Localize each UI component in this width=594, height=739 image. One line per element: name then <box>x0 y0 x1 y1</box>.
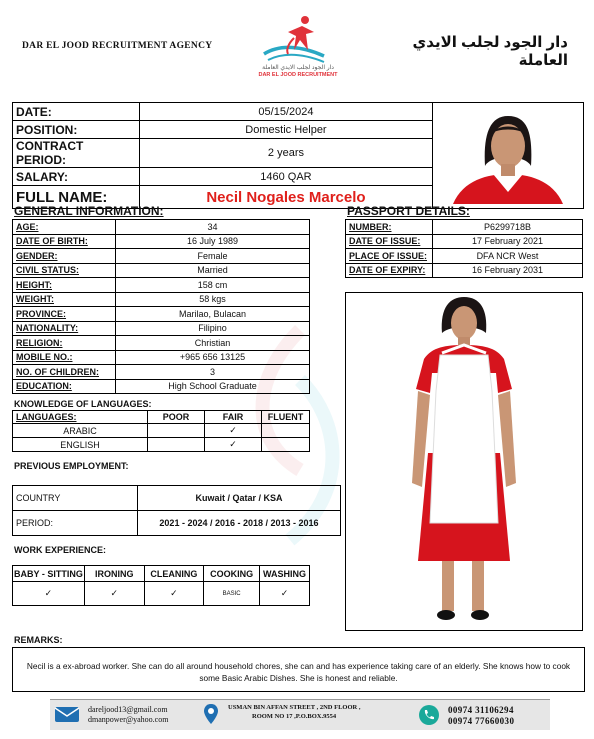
footer-address-2: ROOM NO 17 ,P.O.BOX.9554 <box>252 713 337 720</box>
passport-value: 16 February 2031 <box>433 263 583 278</box>
footer-email-1: dareljood13@gmail.com <box>88 705 168 714</box>
general-info-row <box>13 220 310 235</box>
portrait-photo <box>433 108 583 204</box>
agency-name-en: DAR EL JOOD RECRUITMENT AGENCY <box>22 41 213 51</box>
country-label: COUNTRY <box>13 486 138 511</box>
skill-header-babysitting: BABY - SITTING <box>13 566 85 582</box>
passport-label: DATE OF ISSUE: <box>346 234 433 249</box>
position-value: Domestic Helper <box>139 121 432 139</box>
work-experience-table <box>12 565 310 606</box>
top-info-table <box>12 102 584 209</box>
agency-name-ar: دار الجود لجلب الايدي العاملة <box>412 34 568 69</box>
remarks-title: REMARKS: <box>14 635 63 645</box>
general-info-label: GENDER: <box>13 249 116 264</box>
salary-label: SALARY: <box>13 168 140 186</box>
general-info-label: CIVIL STATUS: <box>13 263 116 278</box>
general-info-row <box>13 307 310 322</box>
period-value: 2021 - 2024 / 2016 - 2018 / 2013 - 2016 <box>138 511 341 536</box>
location-pin-icon <box>203 703 219 725</box>
passport-value: DFA NCR West <box>433 249 583 264</box>
country-value: Kuwait / Qatar / KSA <box>138 486 341 511</box>
full-name-value: Necil Nogales Marcelo <box>139 186 432 209</box>
passport-value: 17 February 2021 <box>433 234 583 249</box>
passport-value: P6299718B <box>433 220 583 235</box>
languages-header-name: LANGUAGES: <box>13 411 148 424</box>
general-info-value: +965 656 13125 <box>116 350 310 365</box>
general-info-row <box>13 350 310 365</box>
position-label: POSITION: <box>13 121 140 139</box>
skill-babysitting-check: ✓ <box>13 582 85 606</box>
passport-title: PASSPORT DETAILS: <box>347 204 470 218</box>
skill-washing-check: ✓ <box>259 582 309 606</box>
general-info-row <box>13 249 310 264</box>
general-info-row <box>13 263 310 278</box>
salary-value: 1460 QAR <box>139 168 432 186</box>
general-info-value: 158 cm <box>116 278 310 293</box>
arabic-fair-check: ✓ <box>205 424 262 438</box>
skill-ironing-check: ✓ <box>84 582 144 606</box>
english-poor <box>148 438 205 452</box>
passport-label: PLACE OF ISSUE: <box>346 249 433 264</box>
date-label: DATE: <box>13 103 140 121</box>
general-info-value: 16 July 1989 <box>116 234 310 249</box>
skill-cleaning-check: ✓ <box>144 582 204 606</box>
full-body-photo <box>345 292 583 631</box>
arabic-fluent <box>262 424 310 438</box>
remarks-box <box>12 647 585 692</box>
general-info-row <box>13 379 310 394</box>
general-info-title: GENERAL INFORMATION: <box>14 204 164 218</box>
general-info-label: NO. OF CHILDREN: <box>13 365 116 380</box>
email-icon <box>54 704 80 724</box>
passport-label: DATE OF EXPIRY: <box>346 263 433 278</box>
general-info-value: High School Graduate <box>116 379 310 394</box>
passport-row <box>346 220 583 235</box>
footer-address-1: USMAN BIN AFFAN STREET , 2ND FLOOR , <box>228 704 361 711</box>
date-value: 05/15/2024 <box>139 103 432 121</box>
footer-phone-2: 00974 77660030 <box>448 716 515 726</box>
contract-period-value: 2 years <box>139 139 432 168</box>
general-info-label: WEIGHT: <box>13 292 116 307</box>
previous-employment-table <box>12 485 341 536</box>
skill-header-cleaning: CLEANING <box>144 566 204 582</box>
general-info-label: AGE: <box>13 220 116 235</box>
general-info-row <box>13 336 310 351</box>
general-info-value: Marilao, Bulacan <box>116 307 310 322</box>
languages-header-poor: POOR <box>148 411 205 424</box>
agency-logo <box>258 10 338 82</box>
arabic-poor <box>148 424 205 438</box>
languages-header-fluent: FLUENT <box>262 411 310 424</box>
passport-row <box>346 263 583 278</box>
language-arabic: ARABIC <box>13 424 148 438</box>
general-info-value: 34 <box>116 220 310 235</box>
skill-header-ironing: IRONING <box>84 566 144 582</box>
general-info-label: DATE OF BIRTH: <box>13 234 116 249</box>
passport-label: NUMBER: <box>346 220 433 235</box>
previous-employment-title: PREVIOUS EMPLOYMENT: <box>14 461 129 471</box>
languages-title: KNOWLEDGE OF LANGUAGES: <box>14 399 152 409</box>
english-fair-check: ✓ <box>205 438 262 452</box>
general-info-row <box>13 278 310 293</box>
contract-period-label: CONTRACT PERIOD: <box>13 139 140 168</box>
work-experience-title: WORK EXPERIENCE: <box>14 545 107 555</box>
general-info-label: NATIONALITY: <box>13 321 116 336</box>
general-info-label: PROVINCE: <box>13 307 116 322</box>
general-info-label: HEIGHT: <box>13 278 116 293</box>
general-info-row <box>13 292 310 307</box>
footer-phone-1: 00974 31106294 <box>448 705 514 715</box>
logo-text-ar: دار الجود لجلب الايدي العاملة <box>262 65 334 71</box>
language-english: ENGLISH <box>13 438 148 452</box>
general-info-table <box>12 219 310 394</box>
full-name-label: FULL NAME: <box>13 186 140 209</box>
skill-header-cooking: COOKING <box>204 566 260 582</box>
phone-icon <box>418 704 440 726</box>
portrait-cell <box>432 103 583 209</box>
remarks-text: Necil is a ex-abroad worker. She can do all around household chores, she can and has experience taking care of an elderly. She knows how to cook some Basic Arabic Dishes. She is honest and reliable. <box>26 661 571 683</box>
general-info-value: Christian <box>116 336 310 351</box>
general-info-value: Married <box>116 263 310 278</box>
logo-icon <box>258 10 338 66</box>
general-info-value: 58 kgs <box>116 292 310 307</box>
general-info-row <box>13 234 310 249</box>
languages-table <box>12 410 310 452</box>
general-info-label: MOBILE NO.: <box>13 350 116 365</box>
footer-email-2: dmanpower@yahoo.com <box>88 715 169 724</box>
passport-table <box>345 219 583 278</box>
general-info-label: RELIGION: <box>13 336 116 351</box>
skill-header-washing: WASHING <box>259 566 309 582</box>
period-label: PERIOD: <box>13 511 138 536</box>
general-info-value: Female <box>116 249 310 264</box>
general-info-label: EDUCATION: <box>13 379 116 394</box>
languages-header-fair: FAIR <box>205 411 262 424</box>
general-info-value: Filipino <box>116 321 310 336</box>
passport-row <box>346 234 583 249</box>
passport-row <box>346 249 583 264</box>
general-info-value: 3 <box>116 365 310 380</box>
general-info-row <box>13 365 310 380</box>
english-fluent <box>262 438 310 452</box>
general-info-row <box>13 321 310 336</box>
logo-text-en: DAR EL JOOD RECRUITMENT <box>258 72 338 78</box>
full-body-figure <box>346 293 582 630</box>
skill-cooking-value: BASIC <box>204 582 260 606</box>
